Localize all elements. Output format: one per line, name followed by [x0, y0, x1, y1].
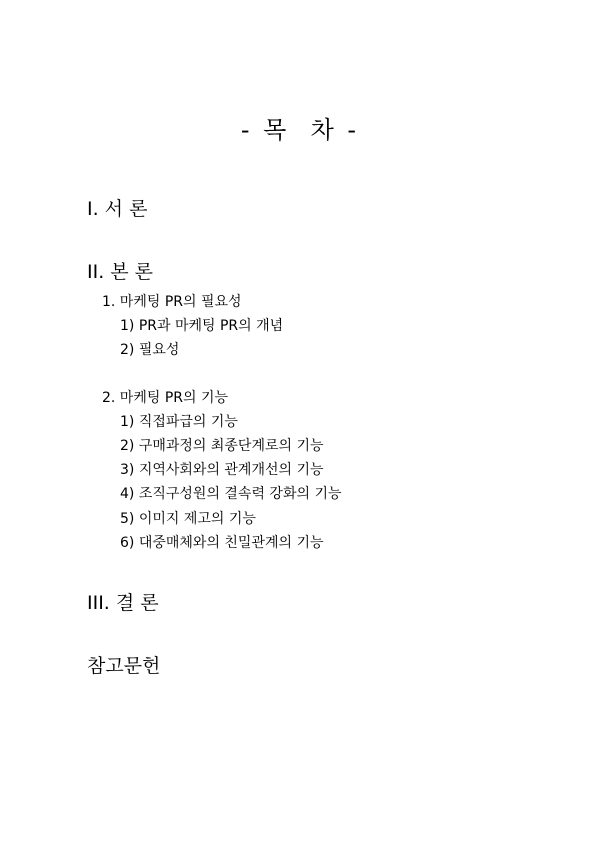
chapter-1-heading: 1. 마케팅 PR의 필요성	[102, 294, 242, 310]
chapter-1-subitem-2: 2) 필요성	[120, 342, 180, 358]
section-body-heading: II. 본 론	[87, 261, 154, 283]
chapter-2-subitem-5: 5) 이미지 제고의 기능	[120, 511, 256, 527]
chapter-2-subitem-1: 1) 직접파급의 기능	[120, 414, 238, 430]
chapter-2-subitem-2: 2) 구매과정의 최종단계로의 기능	[120, 438, 324, 454]
section-conclusion-heading: III. 결 론	[87, 592, 159, 614]
chapter-2-subitem-3: 3) 지역사회와의 관계개선의 기능	[120, 462, 324, 478]
toc-title: - 목 차 -	[240, 116, 360, 144]
section-intro-heading: I. 서 론	[87, 198, 148, 220]
chapter-1-subitem-1: 1) PR과 마케팅 PR의 개념	[120, 318, 284, 334]
chapter-2-heading: 2. 마케팅 PR의 기능	[102, 390, 229, 406]
chapter-2-subitem-6: 6) 대중매체와의 친밀관계의 기능	[120, 535, 324, 551]
section-references-heading: 참고문헌	[87, 655, 161, 677]
chapter-2-subitem-4: 4) 조직구성원의 결속력 강화의 기능	[120, 486, 342, 502]
